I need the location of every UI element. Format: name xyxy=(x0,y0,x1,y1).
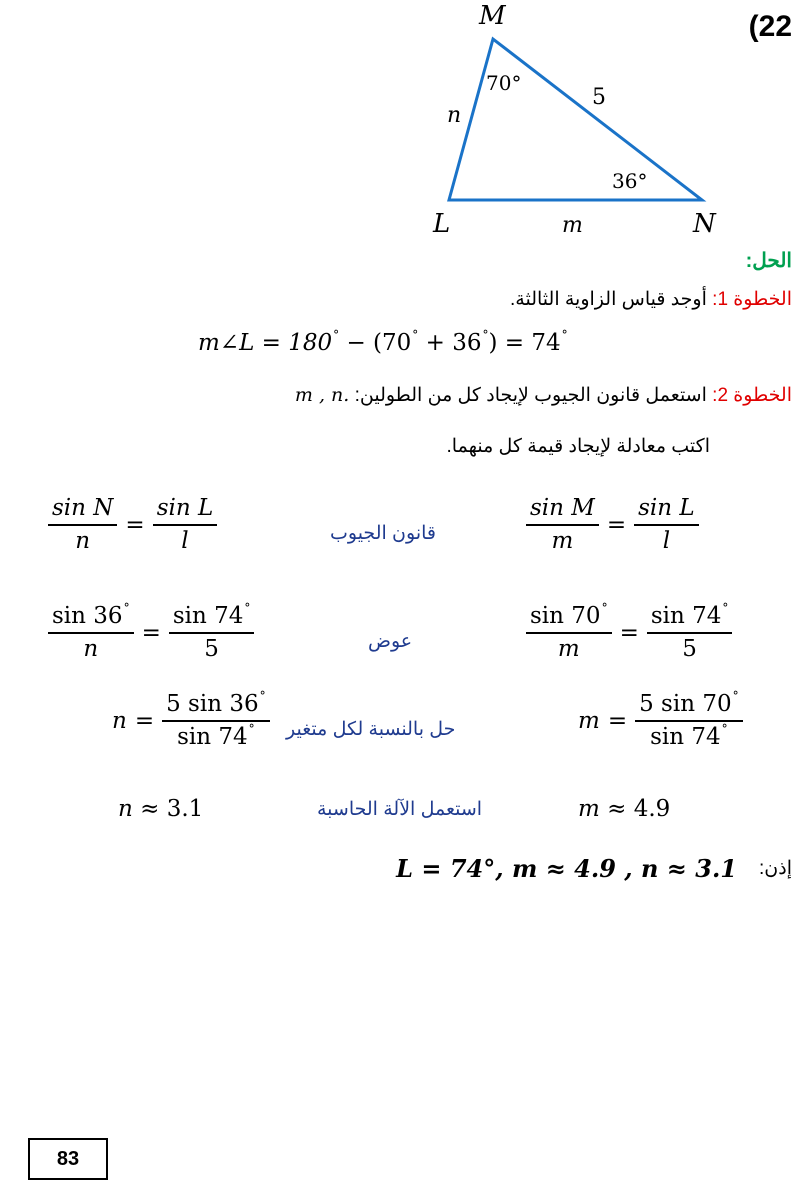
vertex-l-label: L xyxy=(433,209,451,239)
page-number: 83 xyxy=(28,1138,108,1180)
step2-line xyxy=(295,384,792,407)
step1-text: أوجد قياس الزاوية الثالثة. xyxy=(510,289,707,310)
conclusion-label: إذن: xyxy=(759,858,792,879)
triangle-shape xyxy=(449,39,702,200)
row4-left-result: n ≈ 3.1 xyxy=(118,796,204,822)
side-ml-label: n xyxy=(447,103,462,128)
angle-n-label: 36° xyxy=(612,169,648,193)
row2-label: عوض xyxy=(368,631,413,652)
row4-right-result: m ≈ 4.9 xyxy=(578,796,671,822)
conclusion-equation: L = 74°, m ≈ 4.9 , n ≈ 3.1 xyxy=(396,854,738,883)
row2-right-equation: $\frac{\sin 70^\circ}{m}$ = $\frac{\sin 74^\circ}{5}$ xyxy=(526,604,732,663)
vertex-n-label: N xyxy=(693,209,716,239)
step2-vars: m , n. xyxy=(294,384,350,406)
step2-label: الخطوة 2: xyxy=(712,385,792,406)
problem-number: (22 xyxy=(748,10,792,43)
side-ln-label: m xyxy=(562,213,583,238)
solution-heading: الحل: xyxy=(745,250,792,272)
angle-m-label: 70° xyxy=(486,71,522,95)
step1-equation: m∠L = 180° − (70° + 36°) = 74° xyxy=(198,328,568,356)
row3-right-equation: m = $\frac{5 \sin 70^\circ}{\sin 74^\circ}$ xyxy=(578,692,743,751)
step1-label: الخطوة 1: xyxy=(712,289,792,310)
row1-left-equation: $\frac{\text{sin N}}{n}$ = $\frac{\text{sin L}}{l}$ xyxy=(48,496,217,555)
row3-label: حل بالنسبة لكل متغير xyxy=(286,719,456,740)
vertex-m-label: M xyxy=(479,1,506,31)
triangle-diagram xyxy=(420,0,740,240)
step2-subtext: اكتب معادلة لإيجاد قيمة كل منهما. xyxy=(446,436,710,457)
row3-left-equation: n = $\frac{5 \sin 36^\circ}{\sin 74^\circ}$ xyxy=(112,692,270,751)
step2-text: استعمل قانون الجيوب لإيجاد كل من الطولين: xyxy=(354,385,707,406)
side-mn-label: 5 xyxy=(592,85,606,110)
step1-line xyxy=(510,288,792,311)
row1-right-equation: $\frac{\text{sin M}}{m}$ = $\frac{\text{sin L}}{l}$ xyxy=(526,496,699,555)
row2-left-equation: $\frac{\sin 36^\circ}{n}$ = $\frac{\sin 74^\circ}{5}$ xyxy=(48,604,254,663)
row4-label: استعمل الآلة الحاسبة xyxy=(317,799,483,820)
row1-label: قانون الجيوب xyxy=(330,523,436,544)
conclusion-line xyxy=(396,854,792,883)
